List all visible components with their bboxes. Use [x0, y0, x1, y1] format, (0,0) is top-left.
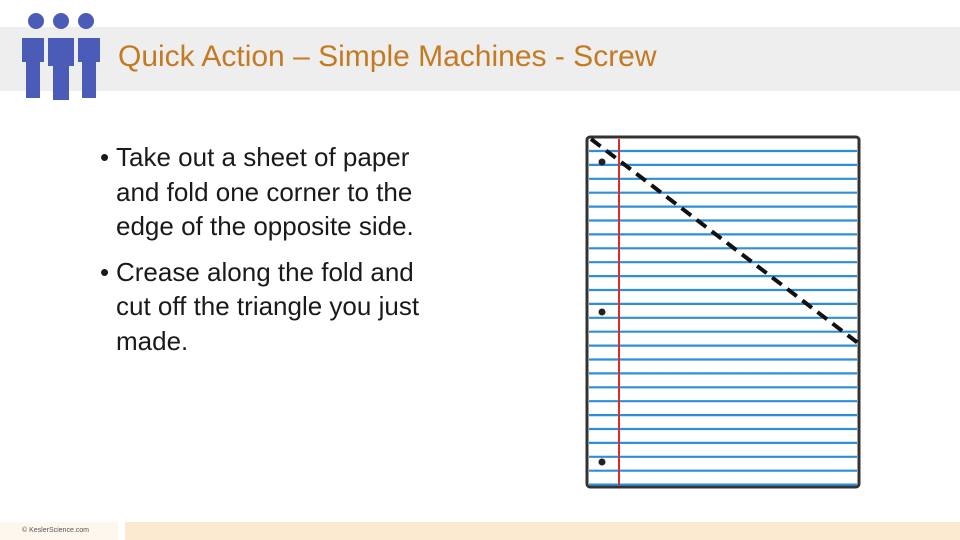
people-group-icon: [18, 12, 104, 100]
bullet-icon: •: [100, 142, 110, 172]
instruction-text: Take out a sheet of paper and fold one corner to the edge of the opposite side.: [116, 142, 414, 241]
lined-paper-illustration: [585, 135, 861, 489]
bullet-icon: •: [100, 256, 110, 287]
instruction-text: Crease along the fold and cut off the triangle you just made.: [116, 256, 420, 356]
binder-hole: [599, 159, 606, 166]
instruction-item: [100, 140, 430, 244]
binder-hole: [599, 459, 606, 466]
instruction-item: [100, 255, 430, 359]
footer-copyright: © KeslerScience.com: [22, 527, 90, 534]
instruction-list: [100, 140, 430, 369]
binder-hole: [599, 309, 606, 316]
slide-title: Quick Action – Simple Machines - Screw: [118, 40, 657, 73]
footer-bar: [125, 522, 960, 540]
